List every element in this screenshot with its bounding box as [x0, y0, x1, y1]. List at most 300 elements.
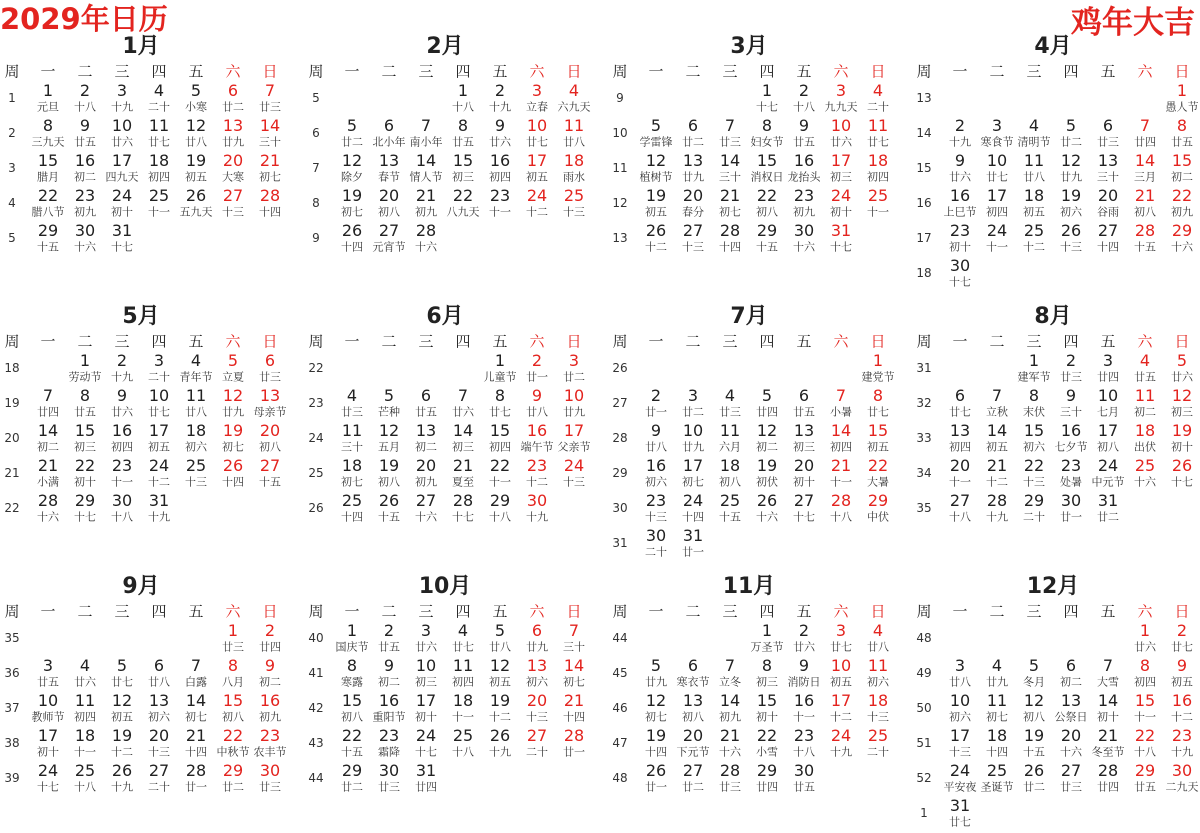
- lunar-date-label: 初三: [830, 170, 852, 184]
- lunar-date-label: 腊月: [37, 170, 59, 184]
- day-number: 2: [383, 621, 395, 640]
- lunar-date-label: 十九: [111, 100, 133, 114]
- weekday-header: 三: [418, 62, 434, 81]
- weekday-header: 五: [1100, 602, 1116, 621]
- lunar-date-label: 廿七: [986, 170, 1008, 184]
- lunar-date-label: 初八: [756, 205, 778, 219]
- lunar-date-label: 十六: [1171, 240, 1193, 254]
- lunar-date-label: 初三: [793, 440, 815, 454]
- week-number: 23: [308, 396, 324, 410]
- day-number: 19: [645, 186, 667, 205]
- weekday-header: 三: [722, 332, 738, 351]
- day-number: 18: [452, 691, 474, 710]
- week-number: 52: [916, 771, 932, 785]
- day-number: 25: [452, 726, 474, 745]
- week-number: 36: [4, 666, 20, 680]
- week-number: 31: [916, 361, 932, 375]
- day-number: 7: [724, 116, 736, 135]
- weekday-header: 六: [529, 332, 545, 351]
- lunar-date-label: 十七: [111, 240, 133, 254]
- day-number: 20: [222, 151, 244, 170]
- weekday-header: 日: [566, 62, 582, 81]
- day-number: 1: [494, 351, 506, 370]
- lunar-date-label: 十一: [793, 710, 815, 724]
- lunar-date-label: 母亲节: [253, 405, 287, 419]
- lunar-date-label: 初五: [1023, 205, 1045, 219]
- day-number: 30: [378, 761, 400, 780]
- weekday-header: 日: [262, 602, 278, 621]
- week-number: 1: [920, 806, 928, 820]
- month-block-2: [304, 0, 592, 290]
- day-number: 28: [259, 186, 281, 205]
- day-number: 8: [346, 656, 358, 675]
- lunar-date-label: 十六: [793, 240, 815, 254]
- lunar-date-label: 二十: [1023, 510, 1045, 524]
- lunar-date-label: 五九天: [179, 205, 213, 219]
- day-number: 2: [798, 81, 810, 100]
- day-number: 16: [793, 691, 815, 710]
- day-number: 17: [682, 456, 704, 475]
- day-number: 12: [489, 656, 511, 675]
- day-number: 1: [761, 81, 773, 100]
- day-number: 5: [650, 116, 662, 135]
- day-number: 5: [1028, 656, 1040, 675]
- lunar-date-label: 十五: [719, 510, 741, 524]
- weekday-header: 一: [648, 62, 664, 81]
- day-number: 19: [1171, 421, 1193, 440]
- lunar-date-label: 十五: [1134, 240, 1156, 254]
- day-number: 1: [1139, 621, 1151, 640]
- day-number: 12: [222, 386, 244, 405]
- day-number: 28: [37, 491, 59, 510]
- lunar-date-label: 十四: [986, 745, 1008, 759]
- lunar-date-label: 三十: [719, 170, 741, 184]
- month-block-4: [912, 0, 1200, 290]
- lunar-date-label: 初八: [378, 205, 400, 219]
- lunar-date-label: 初十: [1171, 440, 1193, 454]
- weekday-header: 三: [114, 62, 130, 81]
- lunar-date-label: 圣诞节: [980, 780, 1014, 794]
- day-number: 20: [415, 456, 437, 475]
- day-number: 21: [415, 186, 437, 205]
- day-number: 29: [756, 761, 778, 780]
- lunar-date-label: 十二: [526, 475, 548, 489]
- lunar-date-label: 十八: [74, 780, 96, 794]
- week-number: 50: [916, 701, 932, 715]
- lunar-date-label: 十九: [949, 135, 971, 149]
- day-number: 23: [1060, 456, 1082, 475]
- lunar-date-label: 廿五: [1171, 135, 1193, 149]
- lunar-date-label: 十四: [719, 240, 741, 254]
- day-number: 3: [568, 351, 580, 370]
- lunar-date-label: 十七: [830, 240, 852, 254]
- day-number: 23: [949, 221, 971, 240]
- lunar-date-label: 十四: [645, 745, 667, 759]
- day-number: 12: [756, 421, 778, 440]
- lunar-date-label: 父亲节: [557, 440, 591, 454]
- weekday-header: 日: [262, 62, 278, 81]
- week-number: 44: [612, 631, 628, 645]
- day-number: 25: [986, 761, 1008, 780]
- weekday-header: 日: [566, 602, 582, 621]
- lunar-date-label: 十四: [259, 205, 281, 219]
- week-number: 4: [8, 196, 16, 210]
- lunar-date-label: 初十: [415, 710, 437, 724]
- day-number: 23: [793, 726, 815, 745]
- day-number: 26: [489, 726, 511, 745]
- lunar-date-label: 十八: [452, 100, 474, 114]
- day-number: 4: [153, 81, 165, 100]
- month-title: 8月: [1034, 304, 1072, 329]
- lunar-date-label: 初七: [222, 440, 244, 454]
- month-block-10: [304, 540, 592, 830]
- lunar-date-label: 初十: [756, 710, 778, 724]
- day-number: 11: [986, 691, 1008, 710]
- week-number: 15: [916, 161, 932, 175]
- day-number: 6: [227, 81, 239, 100]
- day-number: 2: [1065, 351, 1077, 370]
- lunar-date-label: 小暑: [830, 405, 852, 419]
- day-number: 26: [185, 186, 207, 205]
- day-number: 23: [259, 726, 281, 745]
- day-number: 29: [867, 491, 889, 510]
- day-number: 17: [526, 151, 548, 170]
- lunar-date-label: 处暑: [1060, 475, 1082, 489]
- lunar-date-label: 廿七: [148, 135, 170, 149]
- zodiac-slogan: 鸡年大吉: [1071, 5, 1195, 41]
- lunar-date-label: 廿八: [645, 440, 667, 454]
- day-number: 26: [378, 491, 400, 510]
- month-title: 9月: [122, 574, 160, 599]
- day-number: 5: [116, 656, 128, 675]
- day-number: 2: [1176, 621, 1188, 640]
- day-number: 9: [116, 386, 128, 405]
- week-number: 7: [312, 161, 320, 175]
- day-number: 25: [185, 456, 207, 475]
- day-number: 9: [1065, 386, 1077, 405]
- weekday-header: 四: [1063, 602, 1079, 621]
- lunar-date-label: 立冬: [719, 675, 741, 689]
- lunar-date-label: 初八: [259, 440, 281, 454]
- day-number: 13: [682, 151, 704, 170]
- day-number: 19: [489, 691, 511, 710]
- lunar-date-label: 初十: [37, 745, 59, 759]
- lunar-date-label: 十五: [1023, 745, 1045, 759]
- day-number: 26: [1171, 456, 1193, 475]
- lunar-date-label: 初七: [259, 170, 281, 184]
- day-number: 15: [452, 151, 474, 170]
- lunar-date-label: 初二: [378, 675, 400, 689]
- week-number: 19: [4, 396, 20, 410]
- day-number: 7: [457, 386, 469, 405]
- day-number: 19: [1023, 726, 1045, 745]
- lunar-date-label: 十六: [1060, 745, 1082, 759]
- week-number: 9: [616, 91, 624, 105]
- weekday-header: 二: [685, 332, 701, 351]
- weekday-header: 二: [77, 332, 93, 351]
- month-title: 5月: [122, 304, 160, 329]
- day-number: 20: [148, 726, 170, 745]
- day-number: 9: [383, 656, 395, 675]
- day-number: 27: [526, 726, 548, 745]
- lunar-date-label: 廿三: [1060, 370, 1082, 384]
- day-number: 21: [1134, 186, 1156, 205]
- lunar-date-label: 初九: [719, 710, 741, 724]
- lunar-date-label: 廿六: [793, 640, 815, 654]
- day-number: 7: [568, 621, 580, 640]
- day-number: 20: [526, 691, 548, 710]
- lunar-date-label: 廿三: [1097, 135, 1119, 149]
- day-number: 29: [74, 491, 96, 510]
- day-number: 10: [415, 656, 437, 675]
- lunar-date-label: 廿二: [1097, 510, 1119, 524]
- lunar-date-label: 大雪: [1097, 675, 1119, 689]
- day-number: 5: [1176, 351, 1188, 370]
- lunar-date-label: 廿五: [415, 405, 437, 419]
- lunar-date-label: 小满: [37, 475, 59, 489]
- week-number: 8: [312, 196, 320, 210]
- week-number: 38: [4, 736, 20, 750]
- week-number: 29: [612, 466, 628, 480]
- lunar-date-label: 十七: [949, 275, 971, 289]
- day-number: 7: [420, 116, 432, 135]
- day-number: 16: [378, 691, 400, 710]
- lunar-date-label: 初八: [1023, 710, 1045, 724]
- day-number: 8: [1028, 386, 1040, 405]
- lunar-date-label: 情人节: [409, 170, 443, 184]
- day-number: 22: [74, 456, 96, 475]
- lunar-date-label: 初三: [452, 170, 474, 184]
- lunar-date-label: 大暑: [867, 475, 889, 489]
- day-number: 22: [341, 726, 363, 745]
- lunar-date-label: 廿九: [222, 135, 244, 149]
- lunar-date-label: 廿八: [1023, 170, 1045, 184]
- day-number: 12: [111, 691, 133, 710]
- lunar-date-label: 初九: [1171, 205, 1193, 219]
- weekday-header: 三: [1026, 602, 1042, 621]
- lunar-date-label: 十七: [1171, 475, 1193, 489]
- day-number: 4: [568, 81, 580, 100]
- lunar-date-label: 十九: [489, 100, 511, 114]
- lunar-date-label: 十六: [415, 510, 437, 524]
- lunar-date-label: 廿六: [452, 405, 474, 419]
- week-number: 43: [308, 736, 324, 750]
- lunar-date-label: 廿八: [867, 640, 889, 654]
- day-number: 20: [682, 186, 704, 205]
- weekday-header: 一: [952, 602, 968, 621]
- lunar-date-label: 廿七: [526, 135, 548, 149]
- week-number-header: 周: [308, 602, 324, 621]
- day-number: 5: [650, 656, 662, 675]
- lunar-date-label: 廿五: [74, 405, 96, 419]
- lunar-date-label: 十一: [867, 205, 889, 219]
- day-number: 30: [74, 221, 96, 240]
- weekday-header: 六: [529, 602, 545, 621]
- day-number: 1: [79, 351, 91, 370]
- lunar-date-label: 二十: [867, 745, 889, 759]
- week-number: 9: [312, 231, 320, 245]
- weekday-header: 五: [492, 602, 508, 621]
- lunar-date-label: 芒种: [378, 405, 400, 419]
- day-number: 29: [1023, 491, 1045, 510]
- day-number: 11: [148, 116, 170, 135]
- day-number: 28: [719, 221, 741, 240]
- day-number: 2: [116, 351, 128, 370]
- lunar-date-label: 初四: [489, 170, 511, 184]
- weekday-header: 二: [381, 332, 397, 351]
- week-number-header: 周: [612, 62, 628, 81]
- lunar-date-label: 初三: [452, 440, 474, 454]
- lunar-date-label: 初七: [185, 710, 207, 724]
- day-number: 5: [761, 386, 773, 405]
- lunar-date-label: 元宵节: [372, 240, 406, 254]
- weekday-header: 二: [989, 62, 1005, 81]
- lunar-date-label: 十五: [259, 475, 281, 489]
- lunar-date-label: 重阳节: [372, 710, 406, 724]
- lunar-date-label: 廿七: [830, 640, 852, 654]
- day-number: 3: [687, 386, 699, 405]
- weekday-header: 六: [833, 602, 849, 621]
- month-block-11: [608, 540, 896, 830]
- lunar-date-label: 三十: [1060, 405, 1082, 419]
- lunar-date-label: 十四: [341, 240, 363, 254]
- lunar-date-label: 廿九: [645, 675, 667, 689]
- lunar-date-label: 十八: [793, 100, 815, 114]
- day-number: 27: [259, 456, 281, 475]
- month-block-8: [912, 270, 1200, 560]
- weekday-header: 六: [529, 62, 545, 81]
- lunar-date-label: 劳动节: [68, 370, 102, 384]
- week-number: 44: [308, 771, 324, 785]
- weekday-header: 三: [418, 332, 434, 351]
- lunar-date-label: 十二: [645, 240, 667, 254]
- day-number: 3: [42, 656, 54, 675]
- lunar-date-label: 初六: [949, 710, 971, 724]
- lunar-date-label: 上巳节: [943, 205, 977, 219]
- lunar-date-label: 初四: [1134, 675, 1156, 689]
- day-number: 15: [37, 151, 59, 170]
- day-number: 24: [148, 456, 170, 475]
- lunar-date-label: 二十: [148, 100, 170, 114]
- day-number: 17: [949, 726, 971, 745]
- lunar-date-label: 廿二: [1023, 780, 1045, 794]
- lunar-date-label: 廿六: [111, 405, 133, 419]
- day-number: 8: [761, 656, 773, 675]
- lunar-date-label: 初九: [259, 710, 281, 724]
- day-number: 17: [830, 691, 852, 710]
- day-number: 4: [872, 81, 884, 100]
- day-number: 11: [185, 386, 207, 405]
- day-number: 26: [645, 761, 667, 780]
- lunar-date-label: 出伏: [1134, 440, 1156, 454]
- day-number: 3: [153, 351, 165, 370]
- weekday-header: 五: [492, 62, 508, 81]
- day-number: 18: [867, 151, 889, 170]
- day-number: 15: [867, 421, 889, 440]
- weekday-header: 二: [989, 332, 1005, 351]
- day-number: 13: [259, 386, 281, 405]
- day-number: 31: [1097, 491, 1119, 510]
- week-number-header: 周: [4, 62, 20, 81]
- lunar-date-label: 消防日: [787, 675, 821, 689]
- day-number: 2: [798, 621, 810, 640]
- lunar-date-label: 廿七: [1171, 640, 1193, 654]
- day-number: 21: [452, 456, 474, 475]
- weekday-header: 四: [455, 602, 471, 621]
- weekday-header: 五: [188, 602, 204, 621]
- day-number: 26: [222, 456, 244, 475]
- month-block-6: [304, 270, 592, 560]
- lunar-date-label: 廿五: [793, 135, 815, 149]
- lunar-date-label: 三月: [1134, 170, 1156, 184]
- lunar-date-label: 初三: [415, 675, 437, 689]
- lunar-date-label: 建军节: [1017, 370, 1051, 384]
- day-number: 10: [526, 116, 548, 135]
- lunar-date-label: 廿二: [341, 780, 363, 794]
- day-number: 17: [986, 186, 1008, 205]
- day-number: 19: [222, 421, 244, 440]
- lunar-date-label: 小寒: [185, 100, 207, 114]
- lunar-date-label: 廿六: [489, 135, 511, 149]
- day-number: 6: [798, 386, 810, 405]
- week-number: 5: [8, 231, 16, 245]
- day-number: 2: [79, 81, 91, 100]
- day-number: 27: [682, 221, 704, 240]
- lunar-date-label: 寒衣节: [676, 675, 710, 689]
- lunar-date-label: 春分: [682, 205, 704, 219]
- day-number: 20: [949, 456, 971, 475]
- lunar-date-label: 廿五: [793, 780, 815, 794]
- day-number: 27: [222, 186, 244, 205]
- day-number: 22: [867, 456, 889, 475]
- lunar-date-label: 初四: [489, 440, 511, 454]
- lunar-date-label: 初四: [830, 440, 852, 454]
- day-number: 6: [420, 386, 432, 405]
- day-number: 29: [489, 491, 511, 510]
- lunar-date-label: 廿三: [378, 780, 400, 794]
- lunar-date-label: 十五: [378, 510, 400, 524]
- lunar-date-label: 初二: [1171, 170, 1193, 184]
- lunar-date-label: 初五: [148, 440, 170, 454]
- week-number: 34: [916, 466, 932, 480]
- lunar-date-label: 十四: [222, 475, 244, 489]
- lunar-date-label: 廿六: [949, 170, 971, 184]
- day-number: 20: [378, 186, 400, 205]
- day-number: 11: [563, 116, 585, 135]
- day-number: 9: [531, 386, 543, 405]
- lunar-date-label: 初五: [526, 170, 548, 184]
- day-number: 16: [1060, 421, 1082, 440]
- day-number: 1: [42, 81, 54, 100]
- day-number: 5: [494, 621, 506, 640]
- day-number: 12: [1171, 386, 1193, 405]
- day-number: 17: [830, 151, 852, 170]
- day-number: 21: [37, 456, 59, 475]
- week-number: 35: [4, 631, 20, 645]
- weekday-header: 日: [262, 332, 278, 351]
- day-number: 11: [452, 656, 474, 675]
- day-number: 3: [116, 81, 128, 100]
- lunar-date-label: 十六: [1134, 475, 1156, 489]
- week-number: 22: [308, 361, 324, 375]
- lunar-date-label: 廿四: [1097, 780, 1119, 794]
- lunar-date-label: 初三: [756, 675, 778, 689]
- day-number: 12: [341, 151, 363, 170]
- lunar-date-label: 十九: [111, 370, 133, 384]
- day-number: 21: [1097, 726, 1119, 745]
- day-number: 29: [37, 221, 59, 240]
- lunar-date-label: 廿九: [526, 640, 548, 654]
